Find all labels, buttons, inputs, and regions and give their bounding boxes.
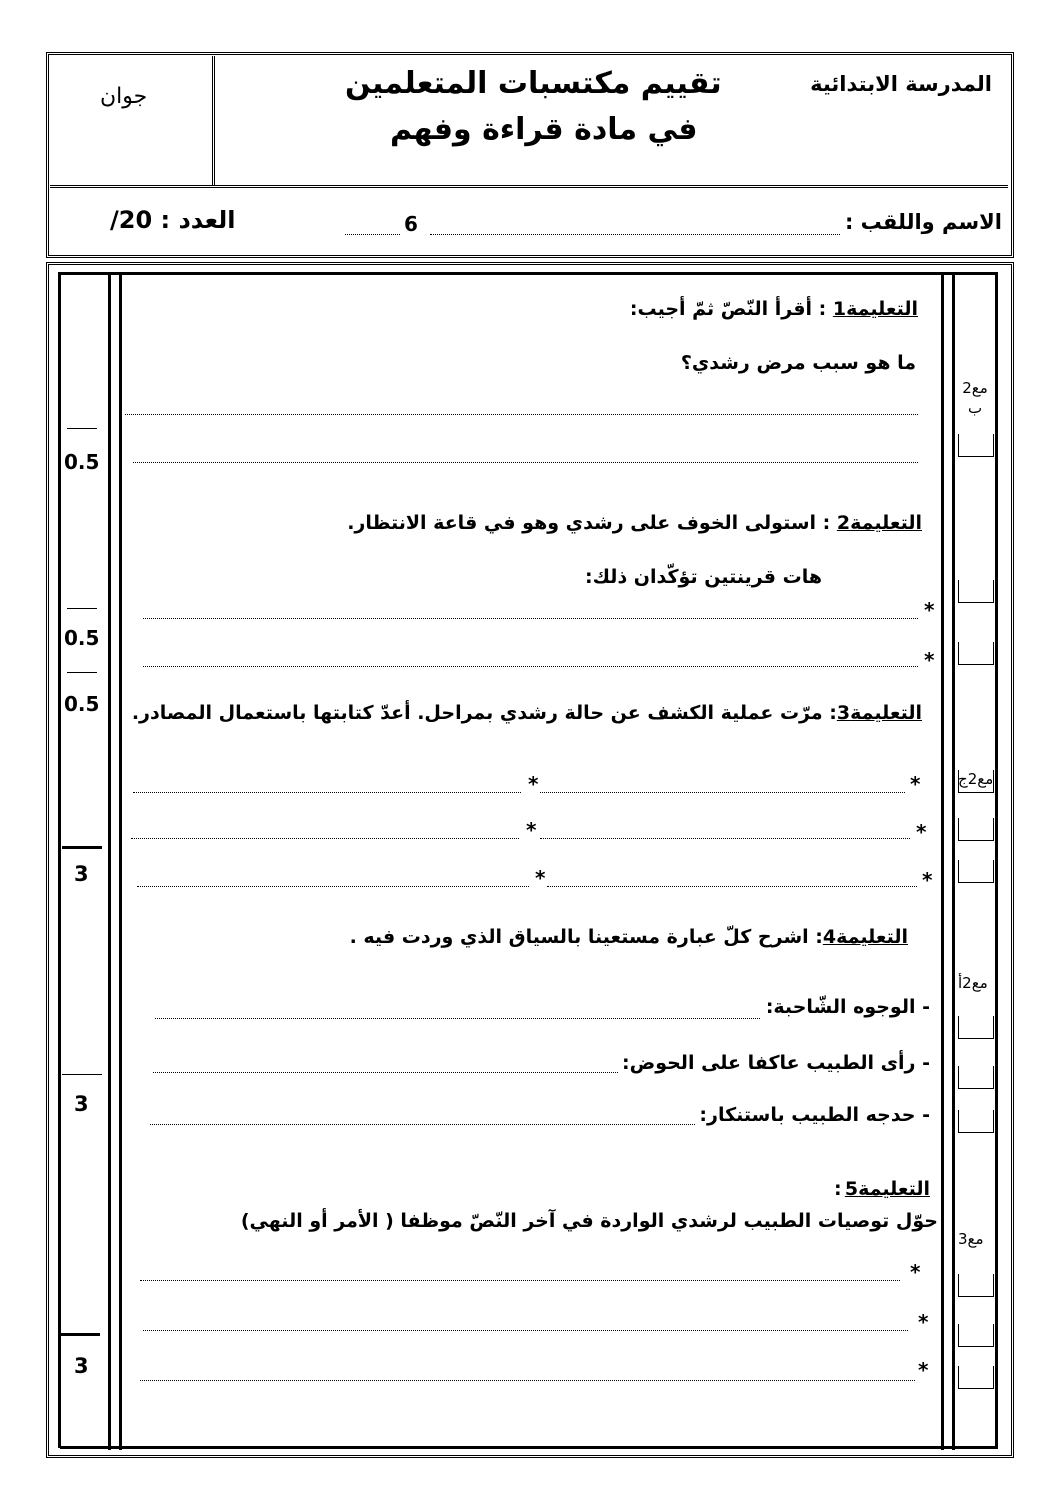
q2-score-bar-b <box>67 672 97 673</box>
q1-text: : أقرأ النّصّ ثمّ أجيب: <box>629 298 833 320</box>
q5-answer-3[interactable] <box>140 1380 915 1381</box>
q3-star-2b: * <box>526 818 537 842</box>
q1-question: ما هو سبب مرض رشدي؟ <box>680 352 916 374</box>
q3-answer-2b[interactable] <box>131 838 519 839</box>
q2-answer-line-1[interactable] <box>143 618 918 619</box>
q5-label: التعليمة5 <box>844 1178 930 1200</box>
q2-answer-line-2[interactable] <box>143 666 918 667</box>
q2-text: : استولى الخوف على رشدي وهو في قاعة الانتظار. <box>347 512 837 534</box>
q3-star-1b: * <box>528 772 539 796</box>
q4-answer-3[interactable] <box>150 1124 695 1125</box>
q2-star-2: * <box>924 648 935 672</box>
q3-answer-3a[interactable] <box>547 886 917 887</box>
name-field[interactable] <box>430 234 840 235</box>
q3-answer-1b[interactable] <box>133 792 521 793</box>
class-field[interactable] <box>345 234 400 235</box>
q4-item-2: - رأى الطبيب عاكفا على الحوض: <box>622 1052 930 1074</box>
page-subtitle: في مادة قراءة وفهم <box>390 112 698 147</box>
q3-criterion: مع2ج <box>958 770 994 788</box>
q3-criterion-box-1[interactable] <box>958 770 994 793</box>
q1-instruction <box>630 298 918 320</box>
q3-star-3a: * <box>922 868 933 892</box>
q2-question: هات قرينتين تؤكّدان ذلك: <box>585 566 822 588</box>
q4-score-bar <box>62 1074 102 1075</box>
inner-top-border <box>60 272 998 275</box>
q2-score-b: 0.5 <box>64 692 100 716</box>
q3-text: : مرّت عملية الكشف عن حالة رشدي بمراحل. أعدّ كتابتها باستعمال المصادر. <box>131 702 837 724</box>
q3-score-bar <box>62 846 102 849</box>
q5-criterion-box-1[interactable] <box>958 1274 994 1297</box>
q3-criterion-box-2[interactable] <box>958 818 994 841</box>
header-divider-v <box>212 56 215 186</box>
q5-criterion-box-3[interactable] <box>958 1366 994 1389</box>
q4-answer-1[interactable] <box>155 1018 760 1019</box>
q5-star-1: * <box>910 1260 921 1284</box>
q4-text: : اشرح كلّ عبارة مستعينا بالسياق الذي وردت فيه . <box>349 926 823 948</box>
q3-star-3b: * <box>535 866 546 890</box>
q5-criterion: مع3 <box>958 1230 984 1248</box>
inner-left-border <box>58 272 61 1448</box>
page-title: تقييم مكتسبات المتعلمين <box>345 66 722 101</box>
q1-label: التعليمة1 <box>832 298 918 320</box>
school-name: المدرسة الابتدائية <box>810 72 992 96</box>
q5-star-3: * <box>918 1358 929 1382</box>
q4-instruction <box>350 926 908 948</box>
q2-star-1: * <box>924 598 935 622</box>
q2-criterion-box-2[interactable] <box>958 642 994 665</box>
q3-star-2a: * <box>916 820 927 844</box>
q3-answer-3b[interactable] <box>137 886 529 887</box>
q1-answer-line-1[interactable] <box>125 414 918 415</box>
q5-answer-2[interactable] <box>143 1330 908 1331</box>
q3-answer-2a[interactable] <box>540 838 910 839</box>
q3-score: 3 <box>74 862 89 886</box>
q5-colon: : <box>834 1178 842 1200</box>
q1-score: 0.5 <box>64 450 100 474</box>
month-label: جوان <box>100 84 148 109</box>
header-divider-h <box>50 185 1008 188</box>
q2-instruction <box>347 512 922 534</box>
q2-criterion-box-1[interactable] <box>958 580 994 603</box>
q1-criterion: مع2 ب <box>962 379 988 417</box>
q4-criterion-box-1[interactable] <box>958 1016 994 1039</box>
inner-right-border <box>995 272 998 1448</box>
q4-item-1: - الوجوه الشّاحبة: <box>765 996 930 1018</box>
q4-criterion-box-3[interactable] <box>958 1110 994 1133</box>
q5-score: 3 <box>74 1354 89 1378</box>
q3-criterion-box-3[interactable] <box>958 860 994 883</box>
q3-star-1a: * <box>910 772 921 796</box>
score-column-border <box>108 272 122 1450</box>
q5-score-bar <box>58 1333 100 1336</box>
q3-label: التعليمة3 <box>836 702 922 724</box>
name-label: الاسم واللقب : <box>844 210 1002 234</box>
q4-criterion-box-2[interactable] <box>958 1066 994 1089</box>
q2-label: التعليمة2 <box>836 512 922 534</box>
inner-bottom-border <box>60 1446 998 1449</box>
q4-criterion: مع2أ <box>958 974 988 992</box>
q4-score: 3 <box>74 1092 89 1116</box>
q1-criterion-box[interactable] <box>958 434 994 457</box>
q3-instruction <box>132 702 922 724</box>
main-frame <box>46 262 1014 1458</box>
q4-label: التعليمة4 <box>822 926 908 948</box>
class-number: 6 <box>404 212 418 236</box>
q5-criterion-box-2[interactable] <box>958 1324 994 1347</box>
q2-score-bar-a <box>67 608 97 609</box>
q2-score-a: 0.5 <box>64 626 100 650</box>
q5-answer-1[interactable] <box>140 1280 900 1281</box>
q5-star-2: * <box>918 1310 929 1334</box>
score-total: العدد : 20/ <box>110 206 236 234</box>
q1-score-bar <box>67 428 97 429</box>
q4-item-3: - حدجه الطبيب باستنكار: <box>699 1104 930 1126</box>
criteria-column-border <box>941 272 955 1450</box>
q3-answer-1a[interactable] <box>540 792 905 793</box>
q5-instruction: حوّل توصيات الطبيب لرشدي الواردة في آخر النّصّ موظفا ( الأمر أو النهي) <box>240 1210 938 1232</box>
q4-answer-2[interactable] <box>153 1072 618 1073</box>
q1-answer-line-2[interactable] <box>133 462 918 463</box>
